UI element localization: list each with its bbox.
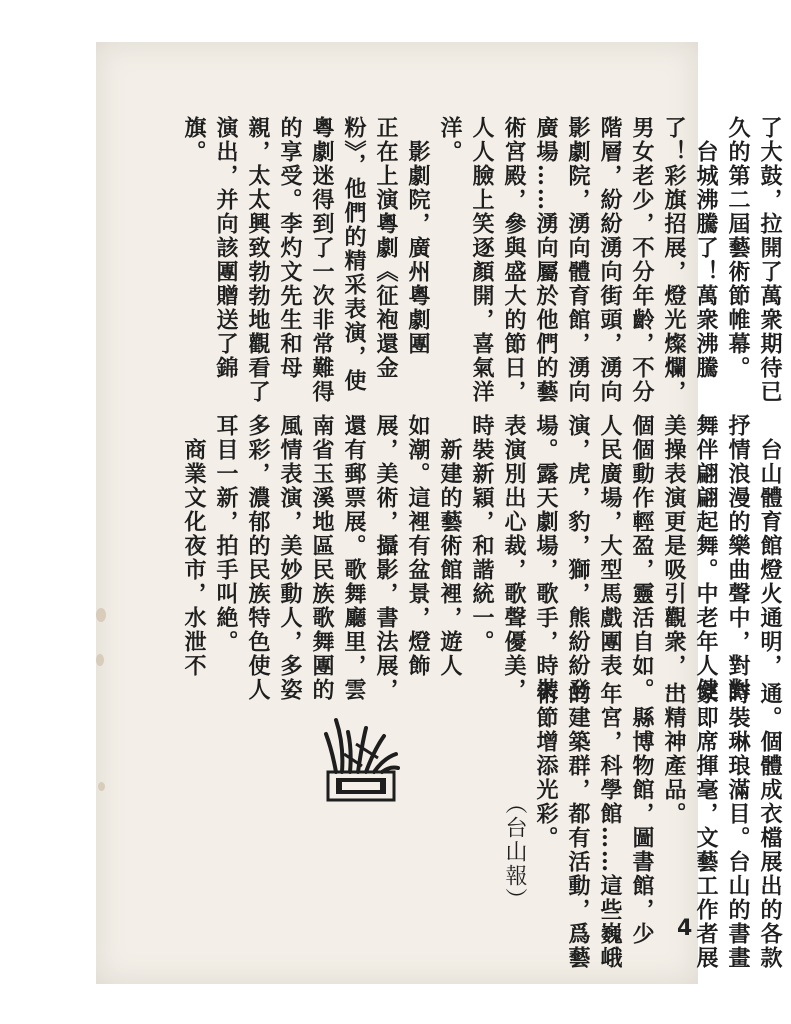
text-column: 年宮，科學館……這些巍峨 [597, 682, 623, 970]
text-column: 時裝琳琅滿目。台山的書畫 [725, 682, 751, 970]
text-column: 南省玉溪地區民族歌舞團的 [309, 414, 335, 702]
text-column: 術節增添光彩。 [533, 682, 559, 850]
article-section-middle [181, 414, 786, 702]
source-note: （台山報） [502, 792, 527, 912]
text-column: 階層，紛紛湧向街頭，湧向 [597, 116, 623, 404]
page-number: 4 [677, 916, 693, 941]
text-column: 人人臉上笑逐顏開，喜氣洋 [469, 116, 495, 404]
text-column: 商業文化夜市，水泄不 [181, 414, 207, 678]
text-column: 台城沸騰了！萬衆沸騰 [693, 116, 719, 380]
document-page [96, 42, 783, 984]
text-column: 出精神產品。 [661, 682, 687, 826]
article-section-bottom [484, 682, 786, 970]
text-column: 個個動作輕盈，靈活自如。 [629, 414, 655, 702]
text-column: 了！彩旗招展，燈光燦爛， [661, 116, 687, 404]
text-column: 旗。 [181, 116, 207, 164]
text-column: 男女老少，不分年齡，不分 [629, 116, 655, 404]
text-column: 通。個體成衣檔展出的各款 [757, 682, 783, 970]
text-column: 久的第二屆藝術節帷幕。 [725, 116, 751, 380]
text-column: 抒情浪漫的樂曲聲中，對對 [725, 414, 751, 702]
text-column: 新建的藝術館裡，遊人 [437, 414, 463, 678]
text-column: 了大鼓，拉開了萬衆期待已 [757, 116, 783, 404]
arts-festival-emblem-icon [322, 714, 400, 806]
text-column: 如潮。這裡有盆景，燈飾 [405, 414, 431, 678]
article-section-top [181, 116, 786, 404]
text-column: 時裝新穎，和諧統一。 [469, 414, 495, 654]
text-column: 粵劇迷得到了一次非常難得 [309, 116, 335, 404]
text-column: 廣場……湧向屬於他們的藝 [533, 116, 559, 404]
text-column: 耳目一新，拍手叫絶。 [213, 414, 239, 654]
text-column: 展，美術，攝影，書法展， [373, 414, 399, 702]
text-column: 正在上演粵劇《征袍還金 [373, 116, 399, 380]
text-column: 人民廣場，大型馬戲團表 [597, 414, 623, 678]
text-column: 的享受。李灼文先生和母 [277, 116, 303, 380]
text-column: 美操表演更是吸引觀衆，一 [661, 414, 687, 702]
text-column: 表演別出心裁，歌聲優美， [501, 414, 527, 702]
text-column: 親，太太興致勃勃地觀看了 [245, 116, 271, 404]
text-column: 的建築群，都有活動，爲藝 [565, 682, 591, 970]
text-column: 多彩，濃郁的民族特色使人 [245, 414, 271, 702]
text-column: 家即席揮毫，文藝工作者展 [693, 682, 719, 970]
text-column: 風情表演，美妙動人，多姿 [277, 414, 303, 702]
text-column: 演，虎，豹，獅，熊紛紛登 [565, 414, 591, 702]
text-column: 場。露天劇場，歌手，時裝 [533, 414, 559, 702]
text-column: 影劇院，廣州粵劇團 [405, 116, 431, 356]
text-column: 縣博物館，圖書館，少 [629, 682, 655, 946]
text-column: 台山體育館燈火通明， [757, 414, 783, 678]
text-column: 粉》，他們的精采表演，使 [341, 116, 367, 393]
text-column: 演出，并向該團贈送了錦 [213, 116, 239, 380]
text-column: 舞伴翩翩起舞。中老年人健 [693, 414, 719, 702]
text-column: 影劇院，湧向體育館，湧向 [565, 116, 591, 404]
text-column: 術宮殿，參與盛大的節日， [501, 116, 527, 404]
text-column: 還有郵票展。歌舞廳里，雲 [341, 414, 367, 702]
text-column: 洋。 [437, 116, 463, 164]
